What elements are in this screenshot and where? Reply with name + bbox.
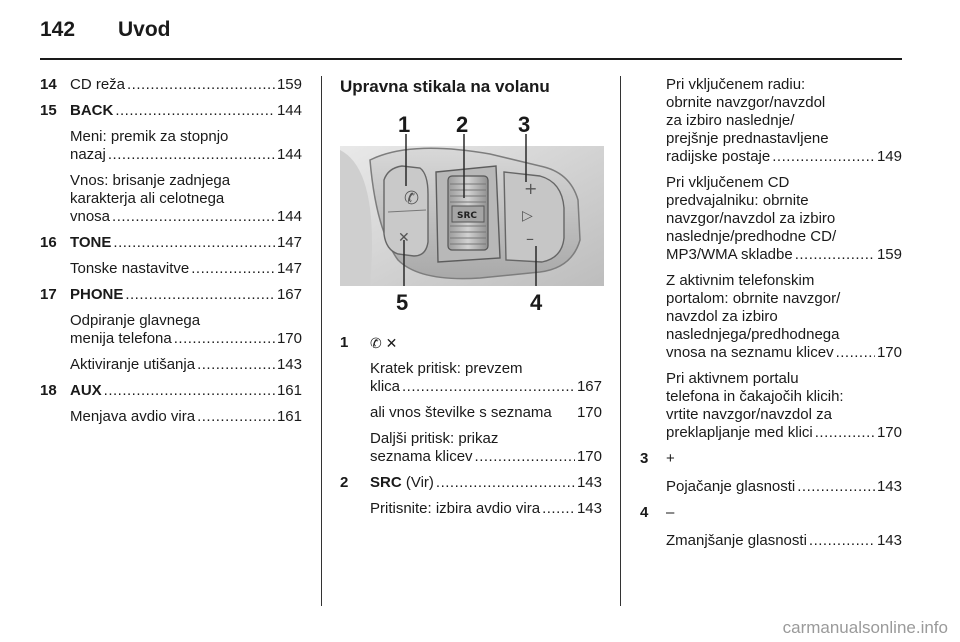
entry-text: ali vnos številke s seznama <box>370 404 552 421</box>
page-ref: 170 <box>276 330 302 347</box>
steering-controls-figure <box>340 110 604 318</box>
entry-4-volume-down <box>640 532 902 550</box>
page-title: Uvod <box>118 18 171 41</box>
entry-text: Daljši pritisk: prikaz <box>370 430 499 447</box>
entry-number: 16 <box>40 234 57 251</box>
entry-1-list <box>340 404 602 422</box>
callout-3: 3 <box>518 112 531 137</box>
entry-17 <box>40 286 302 304</box>
page-ref: 149 <box>876 148 902 165</box>
entry-text: Kratek pritisk: prevzem <box>370 360 523 377</box>
entry-4 <box>640 504 902 522</box>
minus-icon: – <box>666 504 675 521</box>
entry-number: 18 <box>40 382 57 399</box>
entry-text: Pojačanje glasnosti <box>666 478 796 495</box>
entry-number: 3 <box>640 450 649 467</box>
phone-mute-icons: ✆ ✕ <box>370 335 398 351</box>
entry-label-suffix: (Vir) <box>401 474 434 491</box>
entry-1 <box>340 334 602 352</box>
entry-label: SRC <box>370 474 402 491</box>
svg-text:✕: ✕ <box>398 230 410 246</box>
entry-17-mute <box>40 356 302 374</box>
entry-text: Pri vključenem radiu: <box>666 76 806 93</box>
page-ref: 161 <box>276 408 302 425</box>
page-ref: 143 <box>876 478 902 495</box>
page-ref: 170 <box>576 404 602 421</box>
entry-text: Zmanjšanje glasnosti <box>666 532 807 549</box>
page-ref: 144 <box>276 146 302 163</box>
entry-number: 15 <box>40 102 57 119</box>
entry-text: naslednje/predhodne CD/ <box>666 228 837 245</box>
para-radio <box>640 76 902 166</box>
entry-3 <box>640 450 902 468</box>
entry-text: Pri vključenem CD <box>666 174 790 191</box>
entry-15-menu <box>40 128 302 164</box>
entry-1-short-press <box>340 360 602 396</box>
callout-1: 1 <box>398 112 411 137</box>
page-ref: 161 <box>276 382 302 399</box>
column-3 <box>640 76 902 558</box>
entry-17-menu <box>40 312 302 348</box>
entry-text: Pri aktivnem portalu <box>666 370 799 387</box>
page-ref: 147 <box>276 234 302 251</box>
entry-text: Menjava avdio vira <box>70 408 196 425</box>
entry-text: seznama klicev <box>370 448 473 465</box>
entry-text: za izbiro naslednje/ <box>666 112 795 129</box>
entry-15 <box>40 102 302 120</box>
svg-text:▷: ▷ <box>522 208 533 224</box>
entry-text: vnosa <box>70 208 111 225</box>
entry-text: Aktiviranje utišanja <box>70 356 196 373</box>
page-ref: 143 <box>576 500 602 517</box>
entry-16-tone <box>40 260 302 278</box>
svg-text:–: – <box>526 229 534 248</box>
entry-text: Meni: premik za stopnjo <box>70 128 229 145</box>
section-title: Upravna stikala na volanu <box>340 77 550 96</box>
entry-number: 2 <box>340 474 349 491</box>
entry-text: navzgor/navzdol za izbiro <box>666 210 836 227</box>
page-ref: 167 <box>576 378 602 395</box>
callout-4: 4 <box>530 290 543 315</box>
entry-label: AUX <box>70 382 102 399</box>
page-ref: 144 <box>276 102 302 119</box>
entry-text: naslednjega/predhodnega <box>666 326 840 343</box>
entry-text: preklapljanje med klici <box>666 424 813 441</box>
plus-icon: + <box>666 450 675 467</box>
src-label: SRC <box>457 211 478 221</box>
page-ref: 143 <box>576 474 602 491</box>
svg-text:✆: ✆ <box>404 188 420 209</box>
page-ref: 144 <box>276 208 302 225</box>
entry-label: CD reža <box>70 76 126 93</box>
entry-16 <box>40 234 302 252</box>
entry-text: Odpiranje glavnega <box>70 312 201 329</box>
entry-18 <box>40 382 302 400</box>
entry-3-volume-up <box>640 478 902 496</box>
entry-text: Z aktivnim telefonskim <box>666 272 815 289</box>
entry-2 <box>340 474 602 492</box>
entry-text: karakterja ali celotnega <box>70 190 225 207</box>
entry-label: PHONE <box>70 286 124 303</box>
entry-14 <box>40 76 302 94</box>
watermark: carmanualsonline.info <box>782 618 948 637</box>
entry-2-press <box>340 500 602 518</box>
page-ref: 159 <box>876 246 902 263</box>
callout-5: 5 <box>396 290 409 315</box>
header-rule <box>40 58 902 60</box>
entry-text: navzdol za izbiro <box>666 308 778 325</box>
entry-label: TONE <box>70 234 112 251</box>
column-divider-2 <box>620 76 621 606</box>
page-ref: 170 <box>876 424 902 441</box>
entry-text: nazaj <box>70 146 106 163</box>
page-ref: 167 <box>276 286 302 303</box>
entry-text: prejšnje prednastavljene <box>666 130 829 147</box>
entry-1-long-press <box>340 430 602 466</box>
page-ref: 170 <box>876 344 902 361</box>
para-phone-portal <box>640 272 902 362</box>
entry-text: telefona in čakajočih klicih: <box>666 388 844 405</box>
column-divider-1 <box>321 76 322 606</box>
page-ref: 147 <box>276 260 302 277</box>
page-ref: 170 <box>576 448 602 465</box>
entry-text: MP3/WMA skladbe <box>666 246 793 263</box>
entry-15-input <box>40 172 302 226</box>
entry-text: obrnite navzgor/navzdol <box>666 94 826 111</box>
entry-text: Tonske nastavitve <box>70 260 190 277</box>
svg-text:+: + <box>524 179 538 198</box>
entry-number: 1 <box>340 334 349 351</box>
callout-2: 2 <box>456 112 469 137</box>
page-ref: 159 <box>276 76 302 93</box>
entry-number: 17 <box>40 286 57 303</box>
entry-text: radijske postaje <box>666 148 771 165</box>
para-cd <box>640 174 902 264</box>
entry-text: menija telefona <box>70 330 172 347</box>
entry-number: 14 <box>40 76 57 93</box>
entry-text: Pritisnite: izbira avdio vira <box>370 500 541 517</box>
entry-text: Vnos: brisanje zadnjega <box>70 172 231 189</box>
column-1 <box>40 76 302 434</box>
entry-label: BACK <box>70 102 114 119</box>
entry-text: vnosa na seznamu klicev <box>666 344 834 361</box>
page-ref: 143 <box>876 532 902 549</box>
entry-number: 4 <box>640 504 649 521</box>
entry-text: klica <box>370 378 401 395</box>
page-ref: 143 <box>276 356 302 373</box>
entry-text: vrtite navzgor/navzdol za <box>666 406 832 423</box>
para-waiting-calls <box>640 370 902 442</box>
entry-18-source <box>40 408 302 426</box>
entry-text: predvajalniku: obrnite <box>666 192 809 209</box>
entry-text: portalom: obrnite navzgor/ <box>666 290 841 307</box>
steering-controls-illustration <box>340 110 604 318</box>
column-2 <box>340 76 602 526</box>
page-number: 142 <box>40 18 76 41</box>
